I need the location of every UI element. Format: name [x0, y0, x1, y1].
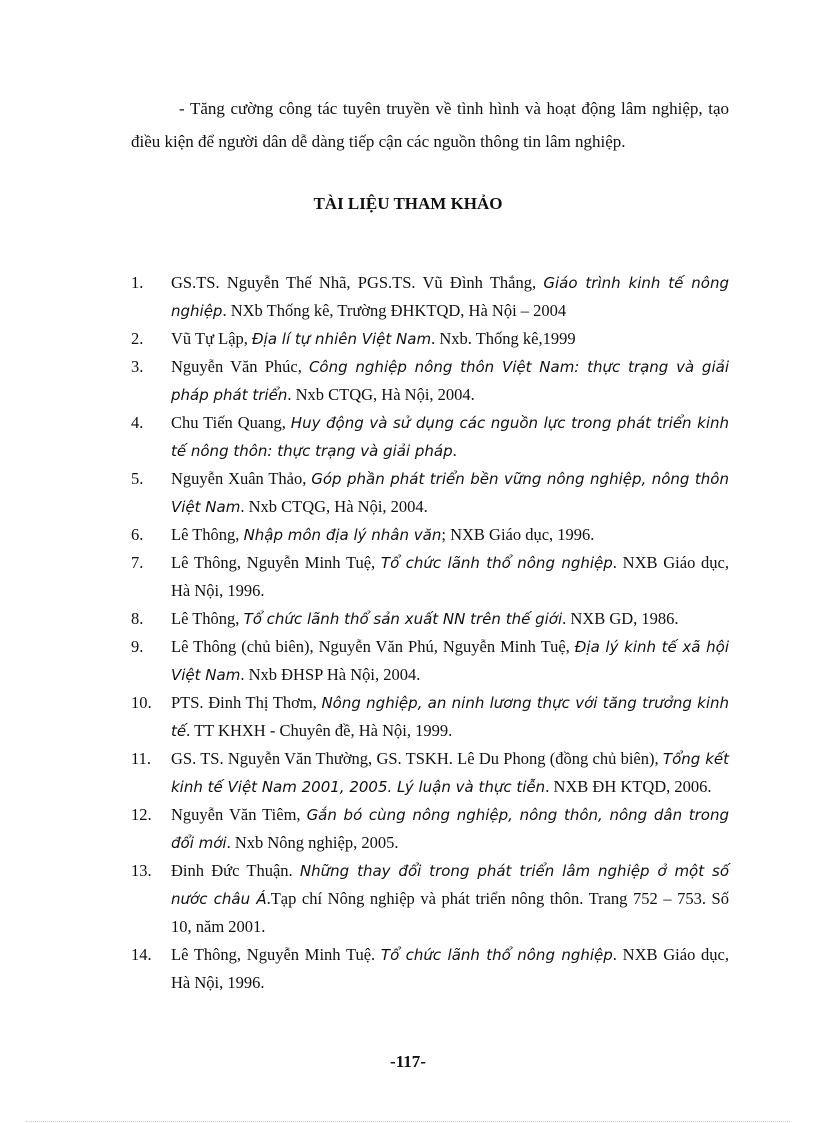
reference-number: 11.	[131, 749, 152, 768]
reference-number: 7.	[131, 553, 144, 572]
reference-publisher: . NXB Giáo dục, Hà Nội, 1996.	[171, 553, 730, 600]
reference-publisher: .	[452, 441, 457, 460]
reference-publisher: . Nxb CTQG, Hà Nội, 2004.	[240, 497, 428, 516]
reference-publisher: ; NXB Giáo dục, 1996.	[441, 525, 595, 544]
reference-text	[171, 465, 729, 521]
reference-item	[131, 857, 729, 941]
page-divider	[26, 1121, 790, 1122]
reference-number: 12.	[131, 805, 152, 824]
reference-number: 4.	[131, 413, 144, 432]
reference-number: 6.	[131, 525, 144, 544]
reference-title: Tổ chức lãnh thổ sản xuất NN trên thế giới	[243, 610, 563, 628]
reference-authors: Nguyễn Văn Tiêm,	[171, 805, 307, 824]
reference-publisher: . Nxb Nông nghiệp, 2005.	[226, 833, 399, 852]
reference-authors: Lê Thông,	[171, 525, 244, 544]
reference-authors: Vũ Tự Lập,	[171, 329, 253, 348]
reference-authors: Lê Thông (chủ biên), Nguyễn Văn Phú, Nguyễn Minh Tuệ,	[171, 637, 575, 656]
reference-text	[171, 941, 729, 997]
reference-title: Địa lí tự nhiên Việt Nam	[252, 330, 432, 348]
reference-number: 14.	[131, 945, 152, 964]
reference-item	[131, 605, 729, 633]
reference-item	[131, 689, 729, 745]
body-paragraph: - Tăng cường công tác tuyên truyền về tình hình và hoạt động lâm nghiệp, tạo điều kiện để người dân dễ dàng tiếp cận các nguồn thông tin lâm nghiệp.	[131, 99, 729, 151]
reference-number: 1.	[131, 273, 144, 292]
page-number: -117-	[390, 1052, 426, 1071]
reference-title: Công nghiệp nông thôn Việt Nam: thực trạng và giải pháp phát triển	[171, 358, 729, 404]
reference-item	[131, 269, 729, 325]
reference-authors: GS.TS. Nguyễn Thế Nhã, PGS.TS. Vũ Đình Thắng,	[171, 273, 544, 292]
reference-item	[131, 801, 729, 857]
reference-authors: Lê Thông,	[171, 609, 244, 628]
reference-authors: Lê Thông, Nguyễn Minh Tuệ,	[171, 553, 381, 572]
reference-authors: Lê Thông, Nguyễn Minh Tuệ.	[171, 945, 381, 964]
reference-text	[171, 549, 729, 605]
reference-publisher: . TT KHXH - Chuyên đề, Hà Nội, 1999.	[186, 721, 453, 740]
reference-number: 8.	[131, 609, 144, 628]
reference-number: 2.	[131, 329, 144, 348]
reference-authors: PTS. Đinh Thị Thơm,	[171, 693, 322, 712]
reference-publisher: . Nxb CTQG, Hà Nội, 2004.	[287, 385, 475, 404]
reference-title: Giáo trình kinh tế nông nghiệp	[171, 274, 729, 320]
reference-item	[131, 409, 729, 465]
reference-text	[171, 409, 729, 465]
reference-authors: Đinh Đức Thuận.	[171, 861, 300, 880]
reference-authors: Nguyễn Xuân Thảo,	[171, 469, 312, 488]
reference-text	[171, 521, 729, 549]
reference-text	[171, 605, 729, 633]
reference-title: Tổ chức lãnh thổ nông nghiệp	[380, 946, 613, 964]
reference-text	[171, 857, 729, 941]
reference-item	[131, 325, 729, 353]
reference-title: Địa lý kinh tế xã hội Việt Nam	[171, 638, 730, 684]
reference-publisher: . Nxb. Thống kê,1999	[431, 329, 576, 348]
reference-title: Tổ chức lãnh thổ nông nghiệp	[380, 554, 613, 572]
reference-item	[131, 353, 729, 409]
reference-number: 10.	[131, 693, 152, 712]
references-heading: TÀI LIỆU THAM KHẢO	[313, 194, 503, 213]
reference-authors: GS. TS. Nguyễn Văn Thường, GS. TSKH. Lê Du Phong (đồng chủ biên),	[171, 749, 663, 768]
reference-title: Những thay đổi trong phát triển lâm nghiệp ở một số nước châu Á	[171, 862, 729, 908]
reference-number: 13.	[131, 861, 152, 880]
reference-publisher: .Tạp chí Nông nghiệp và phát triển nông thôn. Trang 752 – 753. Số 10, năm 2001.	[171, 889, 729, 936]
reference-text	[171, 269, 729, 325]
reference-publisher: . NXB Giáo dục, Hà Nội, 1996.	[171, 945, 730, 992]
reference-publisher: . Nxb ĐHSP Hà Nội, 2004.	[240, 665, 421, 684]
reference-authors: Chu Tiến Quang,	[171, 413, 291, 432]
reference-list	[131, 269, 729, 997]
reference-authors: Nguyễn Văn Phúc,	[171, 357, 309, 376]
reference-text	[171, 353, 729, 409]
reference-item	[131, 633, 729, 689]
reference-number: 5.	[131, 469, 144, 488]
reference-number: 3.	[131, 357, 144, 376]
reference-item	[131, 941, 729, 997]
reference-number: 9.	[131, 637, 144, 656]
reference-publisher: . NXB ĐH KTQD, 2006.	[545, 777, 712, 796]
reference-item	[131, 745, 729, 801]
reference-text	[171, 325, 729, 353]
reference-item	[131, 549, 729, 605]
reference-publisher: . NXb Thống kê, Trường ĐHKTQD, Hà Nội – 2004	[222, 301, 567, 320]
reference-publisher: . NXB GD, 1986.	[562, 609, 679, 628]
reference-item	[131, 521, 729, 549]
reference-title: Nông nghiệp, an ninh lương thực với tăng trưởng kinh tế	[171, 694, 730, 740]
reference-text	[171, 801, 729, 857]
reference-text	[171, 689, 729, 745]
reference-text	[171, 745, 729, 801]
reference-title: Nhập môn địa lý nhân văn	[243, 526, 442, 544]
reference-title: Gắn bó cùng nông nghiệp, nông thôn, nông dân trong đổi mới	[171, 806, 730, 852]
reference-item	[131, 465, 729, 521]
reference-title: Góp phần phát triển bền vững nông nghiệp, nông thôn Việt Nam	[171, 470, 729, 516]
reference-text	[171, 633, 729, 689]
reference-title: Huy động và sử dụng các nguồn lực trong phát triển kinh tế nông thôn: thực trạng và giải pháp	[171, 414, 729, 460]
reference-title: Tổng kết kinh tế Việt Nam 2001, 2005. Lý luận và thực tiễn	[171, 750, 729, 796]
